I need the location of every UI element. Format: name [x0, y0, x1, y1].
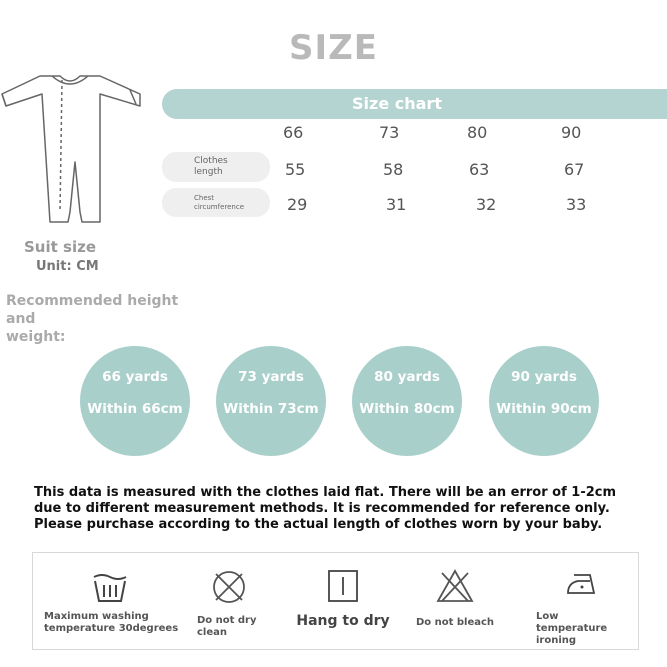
care-item-no-bleach: Do not bleach — [410, 567, 500, 629]
size-chart-header: Size chart — [162, 89, 667, 119]
table-cell: 58 — [383, 160, 404, 179]
size-73-header: 73 — [379, 123, 400, 142]
table-cell: 33 — [566, 195, 587, 214]
care-item-iron: Low temperature ironing — [532, 567, 632, 647]
table-cell: 31 — [386, 195, 407, 214]
measurement-note: This data is measured with the clothes laid flat. There will be an error of 1-2cm due to different measurement methods. It is recommended for reference only. Please purchase according to the actual length of clothes worn by your baby. — [34, 485, 617, 532]
size-80-circle: 80 yards Within 80cm — [352, 346, 462, 456]
hang-dry-icon — [327, 569, 359, 603]
table-cell: 67 — [564, 160, 585, 179]
clothes-length-label: Clothes length — [162, 152, 270, 182]
table-cell: 55 — [285, 160, 306, 179]
baby-onesie-illustration — [0, 72, 150, 227]
table-cell: 63 — [469, 160, 490, 179]
unit-label: Unit: CM — [36, 259, 99, 274]
table-cell: 32 — [476, 195, 497, 214]
chest-circumference-label: Chest circumference — [162, 188, 270, 217]
suit-size-label: Suit size — [24, 238, 96, 256]
size-90-circle: 90 yards Within 90cm — [489, 346, 599, 456]
no-bleach-icon — [436, 569, 474, 603]
size-73-circle: 73 yards Within 73cm — [216, 346, 326, 456]
size-80-header: 80 — [467, 123, 488, 142]
table-cell: 29 — [287, 195, 308, 214]
care-item-wash: Maximum washing temperature 30degrees — [40, 567, 180, 635]
care-item-hang-dry: Hang to dry — [293, 567, 393, 629]
wash-basin-icon — [92, 571, 128, 603]
iron-icon — [564, 571, 600, 599]
size-90-header: 90 — [561, 123, 582, 142]
page-title: SIZE — [288, 28, 379, 68]
size-66-circle: 66 yards Within 66cm — [80, 346, 190, 456]
no-dry-clean-icon — [211, 569, 247, 605]
size-66-header: 66 — [283, 123, 304, 142]
care-item-no-dry-clean: Do not dry clean — [192, 567, 266, 639]
recommended-height-weight-label: Recommended height and weight: — [6, 293, 179, 345]
